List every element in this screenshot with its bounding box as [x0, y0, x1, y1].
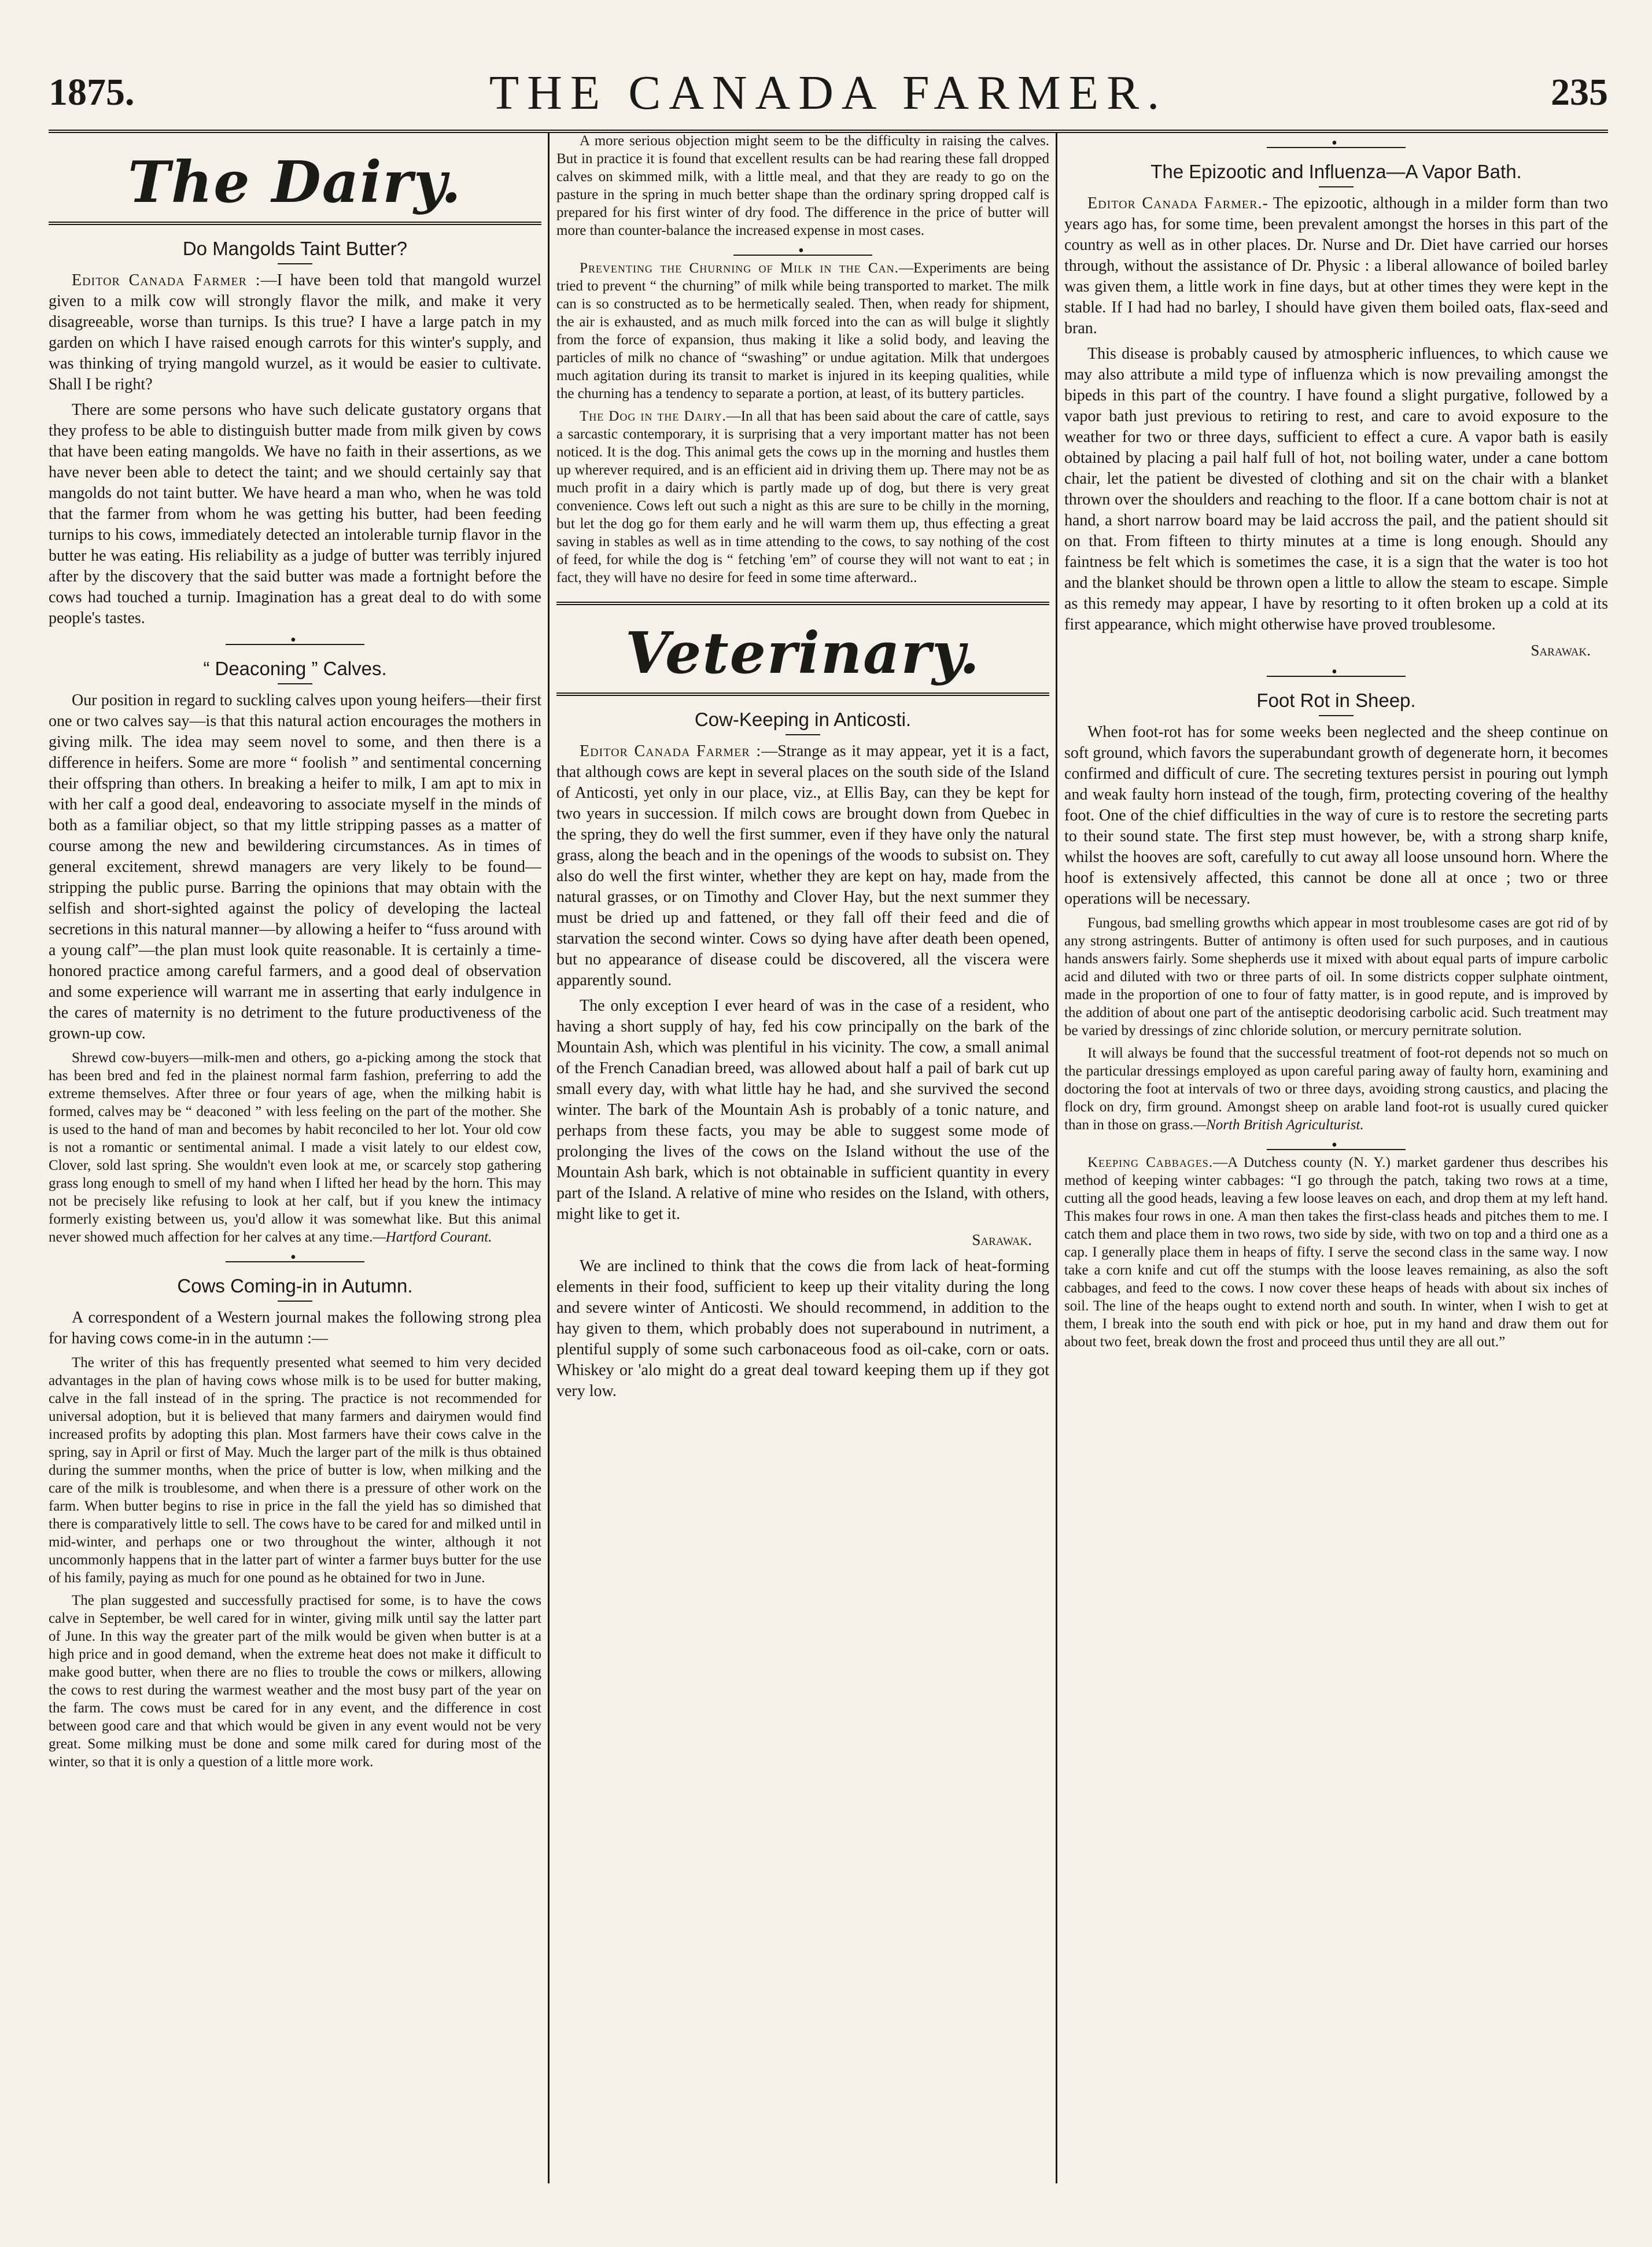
column-rule — [1056, 132, 1057, 2183]
column-rule — [548, 132, 550, 2183]
brief-title: Keeping Cabbages. — [1087, 1155, 1214, 1170]
article-title: Cows Coming-in in Autumn. — [49, 1275, 541, 1302]
page-number: 235 — [1551, 71, 1608, 113]
section-title-dairy: The Dairy. — [128, 149, 462, 216]
article-title: Cow-Keeping in Anticosti. — [556, 709, 1049, 735]
letter-paragraph: This disease is probably caused by atmospheric influences, to which cause we may also attribute a mild type of influenza which is now prevailing amongst the bipeds in this part of the country. I have found a slight purgative, followed by a vapor bath just previous to retiring to rest, and care to avoid exposure to the weather for two or three days, sufficient to effect a cure. A vapor bath is easily obtained by placing a pail half full of hot, not boiling water, under a cane bottom chair, let the patient be divested of clothing and sit on the chair with a blanket thrown over the shoulders and reaching to the floor. If a cane bottom chair is not at hand, a short narrow board may be laid accross the pail, and the patient should sit on that. From fifteen to thirty minutes at a time is long enough. Should any faintness be felt which is sometimes the case, it is a sign that the water is too hot and the blanket should be thrown open a little to allow the steam to escape. Simple as this remedy may appear, I have by resorting to it often broken up a cold at its first appearance, which might otherwise have proved troublesome. — [1064, 345, 1608, 633]
article-separator — [226, 1261, 364, 1262]
article-paragraph: Our position in regard to suckling calves upon young heifers—their first one or two calves say—is that this natural action encourages the mothers in giving milk. The idea may seem novel to some, and then there is a difference in heifers. Some are more “ foolish ” and sentimental concerning their offspring than others. In breaking a heifer to milk, I am apt to mix in with her calf a good deal, endeavoring to associate myself in the minds of both as a familiar object, so that my little stripping passes as a matter of course among the new and bewildering circumstances. As in times of general excitement, shrewd managers are very likely to be found—stripping the public purse. Barring the opinions that may obtain with the selfish and short-sighted against the policy of developing the lacteal secretions in this natural manner—by allowing a heifer to “fuss around with a young calf”—the plan must look quite reasonable. It is certainly a time-honored practice among careful farmers, and a good deal of observation and some experience will warrant me in asserting that early indulgence in the cares of maternity is no detriment to the future productiveness of the grown-up cow. — [49, 691, 541, 1043]
brief-paragraph: Preventing the Churning of Milk in the Can.—Experiments are being tried to prevent “ the churning” of milk while being transported to market. The milk can is so constructed as to be hermetically sealed. Then, when ready for shipment, the air is exhausted, and as much milk forced into the can as will bulge it slightly from the force of expansion, thus making it like a solid body, and leaving the particles of milk no chance of “swashing” or undue agitation. Milk that undergoes much agitation during its transit to market is injured in its keeping qualities, while the churning has a tendency to separate a portion, at least, of its buttery particles. — [556, 260, 1049, 401]
column-1 — [49, 132, 541, 2207]
letter-signature: Sarawak. — [1531, 642, 1591, 659]
article-paragraph: Fungous, bad smelling growths which appear in most troublesome cases are got rid of by any strong astringents. Butter of antimony is often used for such purposes, and in cautious hands answers fairly. Some shepherds use it mixed with about equal parts of impure carbolic acid and diluted with two or three parts of oil. In some districts copper sulphate ointment, made in the proportion of one to four of fatty matter, is in good repute, and is improved by the addition of about one part of the antiseptic deodorising carbolic acid. Such treatment may be varied by dressings of zinc chloride solution, or mercury pernitrate solution. — [1064, 915, 1608, 1038]
column-3 — [1064, 132, 1608, 2207]
article-separator — [1267, 147, 1406, 148]
letter-paragraph: The only exception I ever heard of was in the case of a resident, who having a short supply of hay, fed his cow principally on the bark of the Mountain Ash, which was plentiful in his vicinity. The cow, a small animal of the French Canadian breed, was allowed about half a pail of bark cut up small every day, with what little hay he had, and she survived the second winter. The bark of the Mountain Ash is probably of a tonic nature, and perhaps from these facts, you may be able to suggest some mode of prolonging the lives of the cows on the Island without the use of the Mountain Ash bark, which is not obtainable in sufficient quantity in every part of the Island. A relative of mine who resides on the Island, with others, might like to get it. — [556, 997, 1049, 1223]
brief-paragraph: Keeping Cabbages.—A Dutchess county (N. Y.) market gardener thus describes his method of keeping winter cabbages: “I go through the patch, taking two rows at a time, cutting all the good heads, leaving a few loose leaves on each, and drop them at my left hand. This makes four rows in one. A man then takes the first-class heads and pitches them to me. I catch them and place them in two rows, two side by side, with two on top and a third one as a cap. I generally place them in heaps of fifty. I serve the second class in the same way. I now take a corn knife and cut off the stumps with the loose leaves remaining, as also the soft cabbages, and feed to the cows. I now cover these heaps of heads with about six inches of soil. The line of the heaps ought to extend north and south. In winter, when I wish to get at them, I break into the south end with pick or hoe, put in my hand and draw them out for about two feet, break down the frost and proceed thus until they are all out.” — [1064, 1155, 1608, 1350]
article-title: Foot Rot in Sheep. — [1064, 690, 1608, 716]
article-source: —North British Agriculturist. — [1193, 1117, 1364, 1133]
article-paragraph: The plan suggested and successfully practised for some, is to have the cows calve in September, be well cared for in winter, giving milk until say the latter part of June. In this way the greater part of the milk would be given when butter is at a high price and in good demand, when the extreme heat does not make it difficult to make good butter, when there are no flies to trouble the cows or milkers, allowing the cows to rest during the warmest weather and the most busy part of the year on the farm. The cows must be cared for in any event, and the difference in cost between good care and that which would be given in any event would not be very great. Some milking must be done and some milk cared for during most of the winter, so that it is only a question of a little more work. — [49, 1593, 541, 1770]
article-title: The Epizootic and Influenza—A Vapor Bath. — [1064, 161, 1608, 187]
letter-paragraph: Editor Canada Farmer :—I have been told that mangold wurzel given to a milk cow will strongly flavor the milk, and make it very disagreeable, worse than turnips. Is this true? I have a large patch in my garden on which I have raised enough carrots for this winter's supply, and was thinking of trying mangold wurzel, as it would be easier to cultivate. Shall I be right? — [49, 271, 541, 393]
brief-title: The Dog in the Dairy. — [580, 408, 727, 424]
section-rule — [49, 222, 541, 225]
reply-paragraph: We are inclined to think that the cows die from lack of heat-forming elements in their food, sufficient to keep up their vitality during the long and severe winter of Anticosti. We should recommend, in addition to the hay given to them, which probably does not superabound in nutriment, a plentiful supply of some such carbonaceous food as oil-cake, corn or oats. Whiskey or 'alo might do a great deal toward keeping them up if they got very low. — [556, 1257, 1049, 1400]
article-paragraph: A correspondent of a Western journal makes the following strong plea for having cows come-in in the autumn :— — [49, 1309, 541, 1347]
issue-year: 1875. — [49, 71, 135, 113]
article-paragraph: When foot-rot has for some weeks been neglected and the sheep continue on soft ground, which favors the superabundant growth of degenerate horn, it becomes confirmed and difficult of cure. The secreting textures persist in pouring out lymph and weak faulty horn instead of the tough, firm, protecting covering of the healthy foot. One of the chief difficulties in the way of cure is to restore the secreting parts to their sound state. The first step must however, be, with a strong sharp knife, whilst the hooves are soft, carefully to cut away all loose unsound horn. Where the hoof is extensively affected, this cannot be done all at once ; two or three operations will be necessary. — [1064, 723, 1608, 908]
letter-paragraph: Editor Canada Farmer :—Strange as it may appear, yet it is a fact, that although cows are kept in several places on the south side of the Island of Anticosti, yet only in our place, viz., at Ellis Bay, can they be kept for two years in succession. If milch cows are brought down from Quebec in the spring, they do well the first summer, even if they have only the natural grass, along the beach and in the openings of the woods to subsist on. They also do well the first winter, whether they are kept on hay, made from the natural grasses, or on Timothy and Clover Hay, but the next summer they must be dried up and fattened, or they fall off their feed and die of starvation the second winter. Cows so dying have after death been opened, but no appearance of disease could be discovered, all the viscera were apparently sound. — [556, 742, 1049, 989]
letter-addressee: Editor Canada Farmer : — [580, 742, 762, 760]
article-paragraph: A more serious objection might seem to be the difficulty in raising the calves. But in practice it is found that excellent results can be had rearing these fall dropped calves on skimmed milk, with a little meal, and that they are ready to go on the pasture in the spring in much better shape than the ordinary spring dropped calf is prepared for his first winter of dry food. The difference in the price of butter will more than counter-balance the increased expense in most cases. — [556, 133, 1049, 238]
article-paragraph: Shrewd cow-buyers—milk-men and others, go a-picking among the stock that has been bred and fed in the plainest normal farm fashion, preferring to add the extreme themselves. After three or four years of age, when the milking habit is formed, calves may be “ deaconed ” with less feeling on the part of the mother. She is used to the hand of man and becomes by habit reconciled to her lot. Your old cow is not a romantic or sentimental animal. I made a visit lately to our eldest cow, Clover, sold last spring. She wouldn't even look at me, or scarcely stop gathering grass long enough to smell of my hand when I lifted her head by the horn. This may not be precisely like refusing to look at her calf, but if you knew the intimacy formerly existing between us, you'd allow it was somewhat like. But this animal never showed much affection for her calves at any time.—Hartford Courant. — [49, 1050, 541, 1245]
veterinary-section-header — [556, 602, 1049, 696]
letter-addressee: Editor Canada Farmer : — [72, 271, 261, 289]
article-paragraph: It will always be found that the successful treatment of foot-rot depends not so much on the particular dressings employed as upon careful paring away of faulty horn, examining and doctoring the foot at intervals of two or three days, avoiding strong caustics, and placing the flock on dry, firm ground. Amongst sheep on arable land foot-rot is usually cured quicker than in those on grass.—North British Agriculturist. — [1064, 1045, 1608, 1133]
article-separator — [1267, 676, 1406, 677]
column-2 — [556, 132, 1049, 2207]
brief-paragraph: The Dog in the Dairy.—In all that has been said about the care of cattle, says a sarcastic contemporary, it is surprising that a very important matter has not been noticed. It is the dog. This animal gets the cows up in the morning and hustles them up wherever required, and is an efficient aid in driving them up. There may not be as much profit in a dairy which is partly made up of dog, but there is very great convenience. Cows left out such a night as this are sure to be chilly in the morning, but let the dog go for them early and he will warm them up, thus effecting a great saving in stables as well as in time attending to the cows, to say nothing of the cost of feed, for while the dog is “ fetching 'em” of course they will not want to eat ; in fact, they will have no desire for feed in some time afterward.. — [556, 408, 1049, 585]
article-separator — [1267, 1149, 1406, 1150]
newspaper-title: THE CANADA FARMER. — [489, 66, 1168, 120]
article-source: —Hartford Courant. — [373, 1229, 492, 1245]
brief-title: Preventing the Churning of Milk in the Can. — [580, 260, 899, 276]
article-title: “ Deaconing ” Calves. — [49, 658, 541, 684]
article-paragraph: The writer of this has frequently presented what seemed to him very decided advantages in the plan of having cows whose milk is to be used for butter making, calve in the fall instead of in the spring. The practice is not recommended for universal adoption, but it is believed that many farmers and dairymen would find increased profits by adopting this plan. Most farmers have their cows calve in the spring, say in April or first of May. Much the larger part of the milk is thus obtained during the summer months, when the price of butter is low, when milking and the care of the milk is troublesome, and when there is a pressure of other work on the farm. When butter begins to rise in price in the fall the yield has so dimished that there is comparatively little to sell. The cows have to be cared for and milked until in mid-winter, and perhaps one or two throughout the winter, although it not uncommonly happens that in the latter part of winter a farmer buys butter for the use of his family, paying as much for one pound as he obtained for two in June. — [49, 1355, 541, 1586]
letter-signature: Sarawak. — [972, 1231, 1032, 1248]
dairy-section-header — [49, 149, 541, 225]
letter-paragraph: Editor Canada Farmer.- The epizootic, although in a milder form than two years ago has, for some time, been prevalent amongst the horses in this part of the country as well as in other places. Dr. Nurse and Dr. Diet have carried our horses through, without the assistance of Dr. Physic : a liberal allowance of boiled barley was given them, a little work in fine days, but at other times they were kept in the stable. If I had had no barley, I should have given them boiled oats, flax-seed and bran. — [1064, 194, 1608, 337]
article-separator — [733, 255, 872, 256]
article-title: Do Mangolds Taint Butter? — [49, 238, 541, 264]
reply-paragraph: There are some persons who have such delicate gustatory organs that they profess to be able to distinguish butter made from milk given by cows that have been eating mangolds. We have no faith in their assertions, as we have never been able to detect the taint; and we should certainly say that mangolds do not taint butter. We have heard a man who, when he was told that the farmer from whom he was getting his butter, had been feeding turnips to his cows, immediately detected an intolerable turnip flavor in the butter he was eating. His reliability as a judge of butter was terribly injured after by the discovery that the said butter was made a fortnight before the cows had touched a turnip. Imagination has a great deal to do with some people's tastes. — [49, 401, 541, 627]
section-rule — [556, 692, 1049, 696]
section-title-veterinary: Veterinary. — [625, 620, 981, 687]
masthead — [49, 65, 1608, 133]
article-separator — [226, 644, 364, 645]
letter-addressee: Editor Canada Farmer. — [1087, 194, 1263, 212]
